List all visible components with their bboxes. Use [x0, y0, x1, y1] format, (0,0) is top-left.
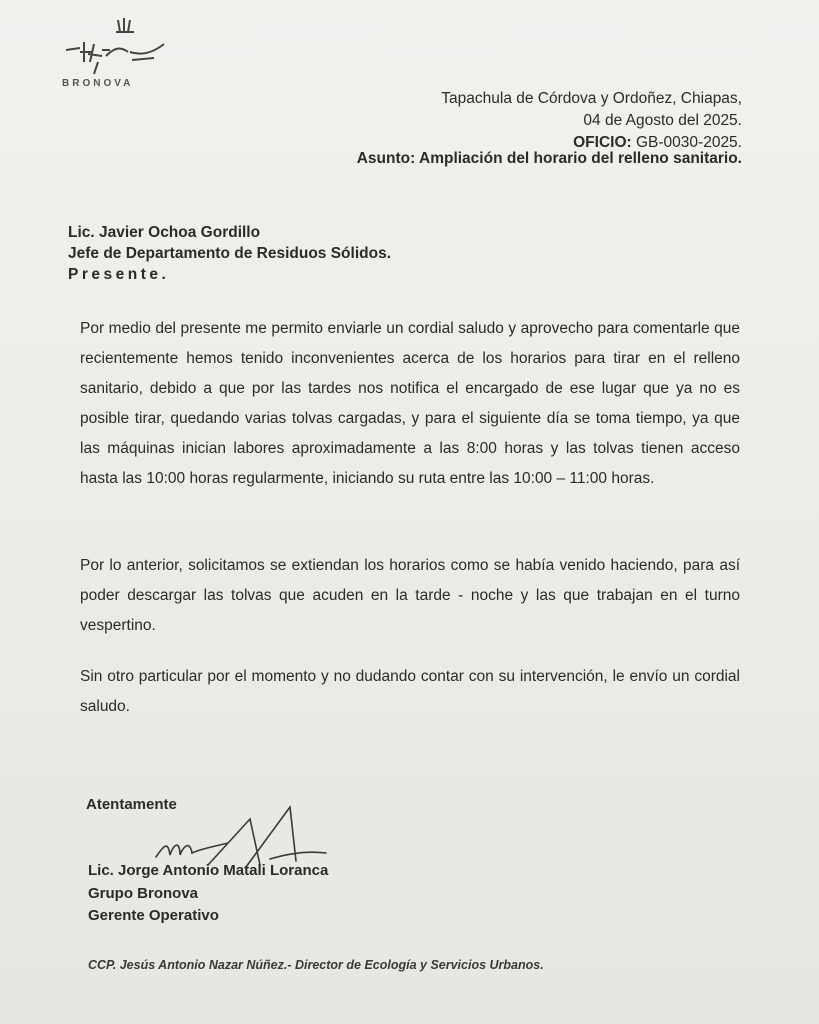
recipient-block: [68, 222, 391, 285]
signer-block: [88, 860, 328, 928]
ccp-line: CCP. Jesús Antonio Nazar Núñez.- Director de Ecología y Servicios Urbanos.: [88, 958, 544, 972]
body-paragraph-1: Por medio del presente me permito enviarle un cordial saludo y aprovecho para comentarle que recientemente hemos tenido inconvenientes acerca de los horarios para tirar en el relleno sanitario, debido a que por las tardes nos notifica el encargado de ese lugar que ya no es posible tirar, quedando varias tolvas cargadas, y para el siguiente día se toma tiempo, ya que las máquinas inician labores aproximadamente a las 8:00 horas y las tolvas tienen acceso hasta las 10:00 horas regularmente, iniciando su ruta entre las 10:00 – 11:00 horas.: [80, 320, 740, 487]
logo-caption: BRONOVA: [62, 78, 134, 89]
presente-line: Presente.: [68, 266, 170, 283]
recipient-name: Lic. Javier Ochoa Gordillo: [68, 224, 261, 241]
letter-header: [441, 88, 742, 154]
place-line: Tapachula de Córdova y Ordoñez, Chiapas,: [441, 90, 742, 107]
body-paragraph-3: Sin otro particular por el momento y no dudando contar con su intervención, le envío un cordial saludo.: [80, 668, 740, 715]
asunto-text: Ampliación del horario del relleno sanitario.: [419, 150, 742, 167]
signer-company: Grupo Bronova: [88, 884, 199, 902]
recipient-position: Jefe de Departamento de Residuos Sólidos.: [68, 245, 391, 262]
closing-salutation: Atentamente: [86, 796, 177, 813]
asunto-label: Asunto:: [356, 150, 416, 167]
body-paragraph-2: Por lo anterior, solicitamos se extiendan los horarios como se había venido haciendo, para así poder descargar las tolvas que acuden en la tarde - noche y las que trabajan en el turno vespertino.: [80, 557, 740, 634]
subject-line: [357, 150, 742, 168]
signer-title: Gerente Operativo: [88, 907, 219, 924]
date-line: 04 de Agosto del 2025.: [583, 112, 742, 129]
signer-name: Lic. Jorge Antonio Matali Loranca: [88, 862, 329, 879]
oficio-label: OFICIO:: [573, 134, 632, 151]
oficio-number: GB-0030-2025.: [636, 134, 742, 151]
